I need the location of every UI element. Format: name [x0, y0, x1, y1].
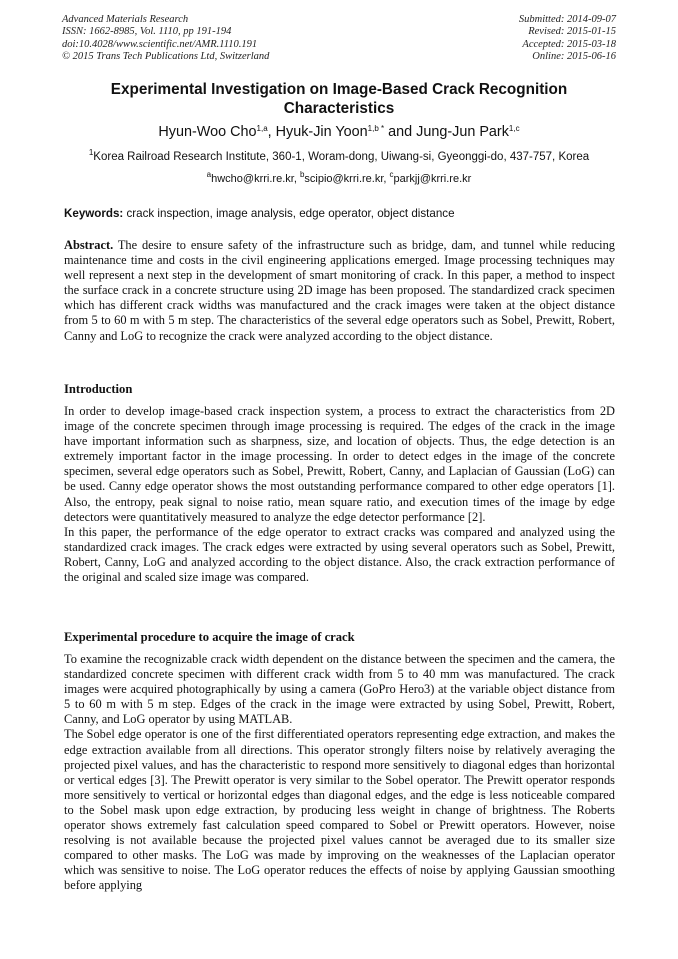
date-online: Online: 2015-06-16 — [532, 51, 616, 63]
keywords-text: crack inspection, image analysis, edge operator, object distance — [123, 207, 455, 220]
author-list — [62, 123, 616, 141]
email-separator: , — [293, 173, 300, 185]
author-separator: , — [267, 124, 276, 140]
author-separator: and — [384, 124, 417, 140]
abstract — [64, 238, 615, 344]
keywords — [64, 207, 616, 221]
keywords-label: Keywords: — [64, 207, 124, 220]
email-address: scipio@krri.re.kr — [304, 173, 384, 185]
email-separator: , — [383, 173, 390, 185]
author-sup: 1,a — [256, 124, 268, 133]
abstract-label: Abstract. — [64, 238, 114, 252]
body-paragraph: The Sobel edge operator is one of the first differentiated operators representing edge extraction, and makes the edge extraction available from all directions. This operator strongly filters noise by relatively averaging the projected pixel values, and has the characteristic to respond more sensitively to diagonal edges than horizontal or vertical edges [3]. The Prewitt operator is very similar to the Sobel operator. The Prewitt operator responds more sensitively to vertical or horizontal edges than diagonal edges, and the edge is less noticeable compared to the Sobel mask upon edge extraction, by producing less weight in change of brightness. The Roberts operator shows extremely fast calculation speed compared to Sobel or Prewitt operators. However, noise resolving is not available because the projected pixel values cannot be averaged due to its smaller size compared to other masks. The LoG was made by improving on the weaknesses of the Laplacian operator which was sensitive to noise. The LoG operator reduces the effects of noise by applying Gaussian smoothing before applying — [64, 727, 615, 893]
section-heading-introduction: Introduction — [64, 382, 133, 396]
email-sup: b — [299, 170, 305, 179]
email-sup: c — [389, 170, 394, 179]
body-paragraph: In order to develop image-based crack inspection system, a process to extract the characteristics from 2D image of the concrete specimen through image processing is required. The edges of the crack in the image have important information such as sharpness, size, and location of objects. Thus, the edge detection is an extremely important factor in the image processing. In order to detect edges in the image of the concrete specimen, several edge operators such as Sobel, Prewitt, Robert, Canny, and Laplacian of Gaussian (LoG) can be used. Canny edge operator shows the most outstanding performance compared to other edge operators [1]. Also, the entropy, peak signal to noise ratio, mean square ratio, and execution times of the image by edge detectors were quantitatively measured to analyze the edge detector performance [2]. — [64, 404, 615, 524]
author-name: Jung-Jun Park — [416, 124, 509, 140]
author-sup: 1,c — [508, 124, 520, 133]
author-sup: 1,b * — [367, 124, 385, 133]
affiliation-sup: 1 — [88, 148, 94, 157]
body-paragraph: To examine the recognizable crack width dependent on the distance between the specimen and the camera, the standardized concrete specimen with different crack width from 5 to 40 mm was manufactured. The crack images were acquired photographically by using a camera (GoPro Hero3) at the variable object distance from 5 to 60 m with 5 m step. Edges of the crack in the image were extracted by using Sobel, Prewitt, Robert, Canny, and LoG operator by using MATLAB. — [64, 652, 615, 727]
affiliation — [62, 150, 616, 164]
author-name: Hyuk-Jin Yoon — [275, 124, 368, 140]
author-emails — [62, 172, 616, 186]
journal-info — [62, 14, 382, 64]
submission-dates — [396, 14, 616, 64]
journal-doi: doi:10.4028/www.scientific.net/AMR.1110.191 — [62, 38, 258, 50]
abstract-text: The desire to ensure safety of the infrastructure such as bridge, dam, and tunnel while reducing maintenance time and costs in the civil engineering applications emerged. Image processing techniques may well represent a next step in the development of smart monitoring of crack. In this paper, a method to inspect the surface crack in a concrete structure using 2D image has been proposed. The standardized crack specimen which has different crack widths was manufactured and the crack images were taken at the object distance from 5 to 60 m with 5 m step. The characteristics of the several edge operators such as Sobel, Prewitt, Robert, Canny and LoG to recognize the crack were analyzed according to the object distance. — [64, 238, 615, 343]
email-address: hwcho@krri.re.kr — [211, 173, 294, 185]
procedure-body — [64, 652, 615, 948]
date-accepted: Accepted: 2015-03-18 — [522, 38, 616, 50]
email-sup: a — [206, 170, 212, 179]
date-submitted: Submitted: 2014-09-07 — [518, 14, 616, 25]
paper-title: Experimental Investigation on Image-Based Crack Recognition Characteristics — [110, 81, 568, 117]
section-heading-procedure: Experimental procedure to acquire the image of crack — [64, 630, 355, 644]
affiliation-text: Korea Railroad Research Institute, 360-1, Woram-dong, Uiwang-si, Gyeonggi-do, 437-757, Korea — [93, 151, 590, 163]
introduction-body — [64, 404, 615, 585]
author-name: Hyun-Woo Cho — [158, 124, 257, 140]
abstract-paragraph — [64, 238, 615, 344]
journal-issn: ISSN: 1662-8985, Vol. 1110, pp 191-194 — [62, 26, 232, 38]
date-revised: Revised: 2015-01-15 — [528, 26, 616, 38]
email-address: parkjj@krri.re.kr — [393, 173, 472, 185]
journal-name: Advanced Materials Research — [62, 14, 189, 25]
journal-copyright: © 2015 Trans Tech Publications Ltd, Switzerland — [62, 51, 270, 63]
body-paragraph: In this paper, the performance of the edge operator to extract cracks was compared and analyzed using the standardized crack images. The crack edges were extracted by using several operators such as Sobel, Prewitt, Robert, Canny, LoG and analyzed according to the object distance. Also, the crack extraction performance of the original and scaled size image was compared. — [64, 524, 615, 585]
